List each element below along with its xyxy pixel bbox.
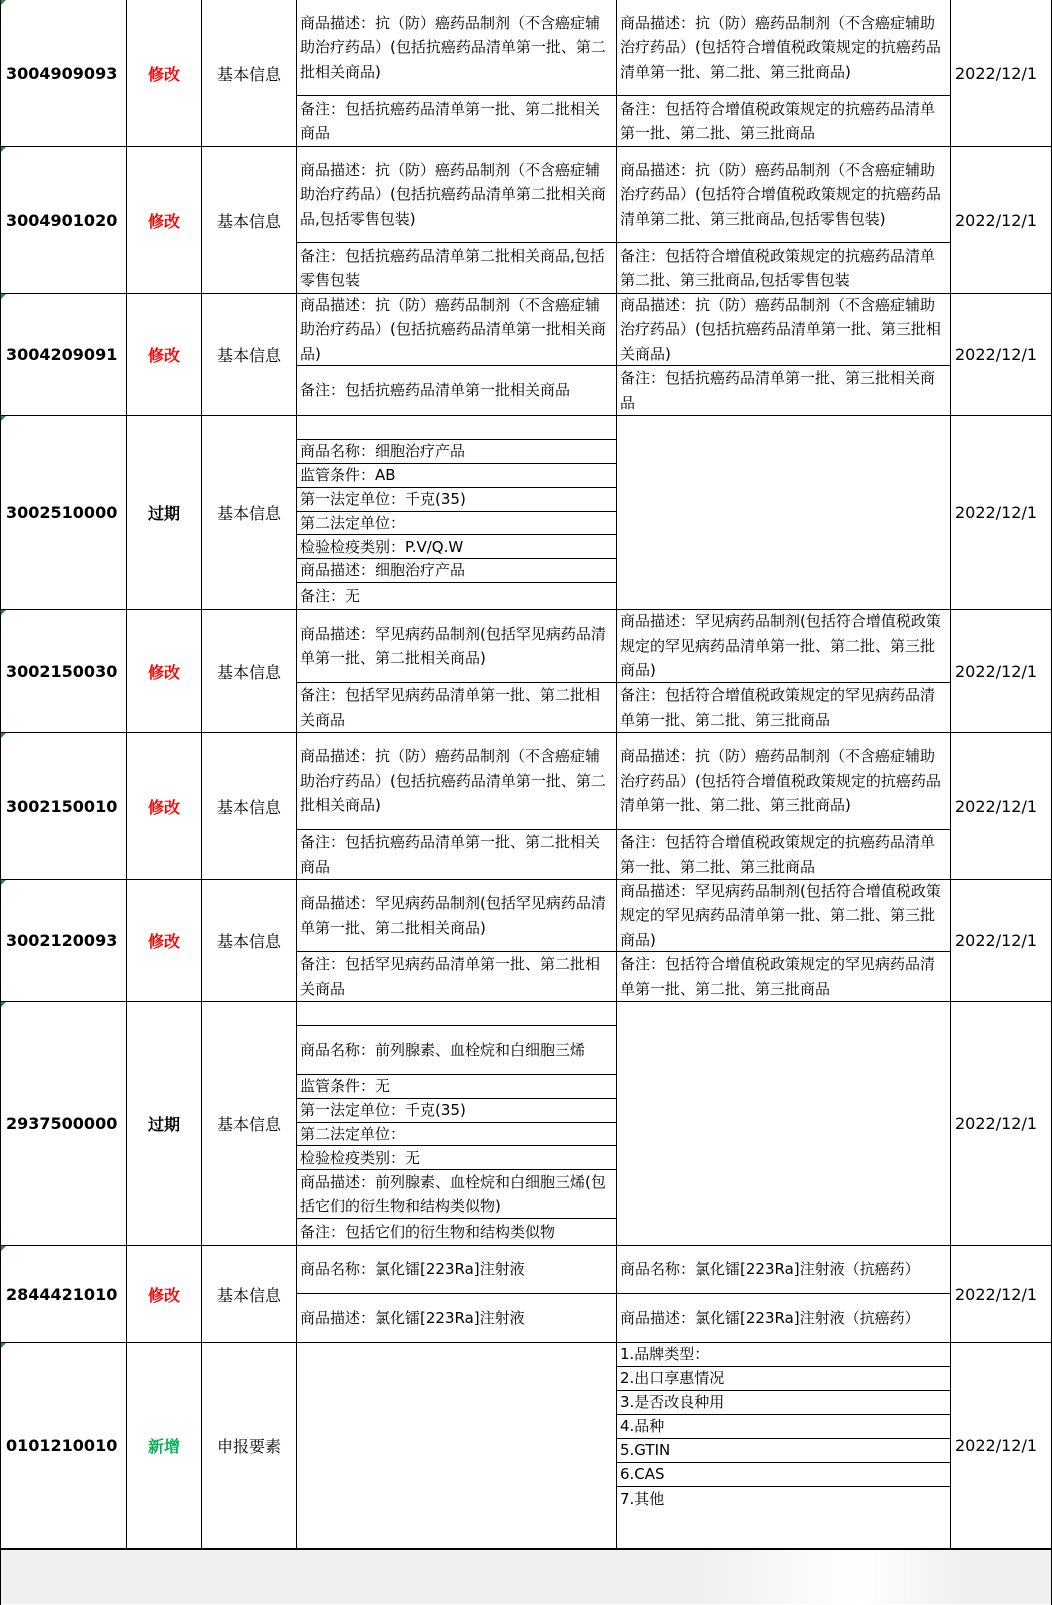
after-field-text: 商品描述：罕见病药品制剂(包括符合增值税政策规定的罕见病药品清单第一批、第二批、第三批商品) [620, 612, 941, 680]
change-category-cell [202, 0, 297, 147]
before-field-text: 商品描述：抗（防）癌药品制剂（不含癌症辅助治疗药品）(包括抗癌药品清单第一批、第二批相关商品) [300, 747, 606, 815]
after-field-line [617, 1415, 950, 1439]
before-change-cell [297, 1002, 617, 1246]
cell-comment-marker [1, 1246, 6, 1251]
effective-date-cell [951, 880, 1052, 1002]
after-change-cell [617, 0, 951, 147]
hs-code: 3004209091 [6, 345, 118, 364]
change-category-cell [202, 1246, 297, 1343]
before-field-line [297, 733, 616, 830]
hs-code-cell [0, 0, 127, 147]
before-change-cell [297, 1246, 617, 1343]
after-field-line [617, 366, 950, 415]
before-change-cell [297, 880, 617, 1002]
change-category: 基本信息 [216, 504, 281, 523]
effective-date: 2022/12/1 [955, 661, 1038, 681]
before-field-line [297, 1123, 616, 1147]
change-category-cell [202, 610, 297, 733]
after-field-text: 6.CAS [620, 1465, 665, 1484]
after-field-text: 备注：包括符合增值税政策规定的抗癌药品清单第一批、第二批、第三批商品 [620, 833, 936, 876]
hs-code-cell [0, 1002, 127, 1246]
after-field-text: 备注：包括符合增值税政策规定的罕见病药品清单第一批、第二批、第三批商品 [620, 955, 936, 998]
table-row [0, 880, 1052, 1002]
sheet-footer-bar [0, 1549, 1052, 1604]
table-row [0, 147, 1052, 294]
after-field-text: 商品描述：抗（防）癌药品制剂（不含癌症辅助治疗药品）(包括符合增值税政策规定的抗癌药品清单第一批、第二批、第三批商品) [620, 13, 941, 81]
effective-date: 2022/12/1 [955, 796, 1038, 816]
after-change-cell [617, 880, 951, 1002]
change-category-cell [202, 733, 297, 880]
after-change-cell [617, 147, 951, 294]
change-category-cell [202, 1343, 297, 1549]
after-field-line [617, 1487, 950, 1511]
effective-date-cell [951, 610, 1052, 733]
before-change-cell [297, 147, 617, 294]
effective-date-cell [951, 147, 1052, 294]
hs-code: 2937500000 [6, 1114, 118, 1133]
before-field-line [297, 1099, 616, 1123]
cell-comment-marker [1, 880, 6, 885]
before-field-text: 商品描述：抗（防）癌药品制剂（不含癌症辅助治疗药品）(包括抗癌药品清单第二批相关商品,包括零售包装) [300, 160, 606, 228]
before-field-line [297, 1170, 616, 1219]
change-status: 修改 [147, 1285, 180, 1305]
change-status-badge [127, 147, 202, 294]
before-field-text: 商品描述：抗（防）癌药品制剂（不含癌症辅助治疗药品）(包括抗癌药品清单第一批相关商品) [300, 295, 606, 363]
table-row [0, 1343, 1052, 1549]
after-field-text: 备注：包括符合增值税政策规定的抗癌药品清单第一批、第二批、第三批商品 [620, 99, 936, 143]
change-status: 过期 [147, 1115, 180, 1134]
before-field-line [297, 583, 616, 609]
hs-code-cell [0, 610, 127, 733]
after-field-text: 商品名称：氯化镭[223Ra]注射液（抗癌药） [620, 1260, 920, 1278]
before-field-line [297, 1219, 616, 1245]
after-field-text: 3.是否改良种用 [620, 1393, 725, 1412]
cell-comment-marker [1, 416, 6, 421]
before-field-text: 备注：包括抗癌药品清单第二批相关商品,包括零售包装 [300, 246, 605, 290]
cell-comment-marker [1, 294, 6, 299]
after-field-text: 备注：包括符合增值税政策规定的罕见病药品清单第一批、第二批、第三批商品 [620, 686, 936, 729]
after-field-text: 7.其他 [620, 1489, 665, 1508]
before-field-line [297, 147, 616, 243]
effective-date-cell [951, 294, 1052, 416]
before-field-text: 商品描述：前列腺素、血栓烷和白细胞三烯(包括它们的衍生物和结构类似物) [300, 1172, 606, 1216]
change-category: 基本信息 [216, 1285, 281, 1305]
before-change-cell [297, 733, 617, 880]
before-field-line [297, 535, 616, 559]
before-change-cell [297, 0, 617, 147]
change-status: 修改 [147, 797, 180, 817]
after-field-line [617, 0, 950, 96]
before-field-text: 检验检疫类别：P.V/Q.W [300, 537, 464, 556]
table-row [0, 610, 1052, 733]
table-row [0, 294, 1052, 416]
change-status: 过期 [147, 504, 180, 523]
before-field-line [297, 1246, 616, 1294]
before-field-line [297, 880, 616, 952]
after-change-cell [617, 1343, 951, 1549]
before-field-line [297, 416, 616, 440]
before-field-text: 备注：包括它们的衍生物和结构类似物 [300, 1222, 556, 1241]
before-field-line [297, 488, 616, 512]
change-category: 申报要素 [216, 1437, 281, 1456]
effective-date: 2022/12/1 [955, 1284, 1038, 1304]
after-field-text: 商品描述：罕见病药品制剂(包括符合增值税政策规定的罕见病药品清单第一批、第二批、第三批商品) [620, 881, 941, 949]
before-change-cell [297, 610, 617, 733]
before-field-text: 商品名称：氯化镭[223Ra]注射液 [300, 1260, 525, 1278]
change-status: 修改 [147, 346, 180, 365]
before-field-line [297, 96, 616, 146]
change-category-cell [202, 294, 297, 416]
before-field-text: 监管条件：无 [300, 1076, 391, 1095]
after-field-line [617, 147, 950, 243]
hs-code: 2844421010 [6, 1284, 118, 1304]
before-change-cell [297, 1343, 617, 1549]
change-status: 修改 [147, 211, 180, 231]
after-field-line [617, 610, 950, 683]
after-change-cell [617, 1002, 951, 1246]
after-field-line [617, 1391, 950, 1415]
before-field-line [297, 243, 616, 293]
before-field-text: 备注：包括罕见病药品清单第一批、第二批相关商品 [300, 955, 601, 998]
before-field-line [297, 1294, 616, 1342]
after-field-text: 5.GTIN [620, 1441, 671, 1460]
cell-comment-marker [1, 1343, 6, 1348]
before-field-text: 商品描述：氯化镭[223Ra]注射液 [300, 1308, 525, 1327]
after-change-cell [617, 610, 951, 733]
change-category-cell [202, 416, 297, 610]
after-field-line [617, 1294, 950, 1342]
hs-code-cell [0, 1246, 127, 1343]
effective-date: 2022/12/1 [955, 503, 1038, 522]
before-field-line [297, 366, 616, 415]
effective-date-cell [951, 0, 1052, 147]
before-field-line [297, 1002, 616, 1026]
after-field-line [617, 96, 950, 146]
after-field-text: 商品描述：抗（防）癌药品制剂（不含癌症辅助治疗药品）(包括符合增值税政策规定的抗癌药品清单第一批、第二批、第三批商品) [620, 747, 941, 815]
before-change-cell [297, 416, 617, 610]
after-field-line [617, 683, 950, 732]
after-field-line [617, 1367, 950, 1391]
before-field-line [297, 683, 616, 732]
before-field-line [297, 0, 616, 96]
before-field-text: 备注：包括抗癌药品清单第一批、第二批相关商品 [300, 99, 601, 143]
hs-code-cell [0, 1343, 127, 1549]
before-field-line [297, 1146, 616, 1170]
after-field-line [617, 880, 950, 952]
effective-date-cell [951, 416, 1052, 610]
table-row [0, 0, 1052, 147]
change-category: 基本信息 [216, 211, 281, 231]
hs-code-cell [0, 733, 127, 880]
before-field-line [297, 830, 616, 879]
change-category: 基本信息 [216, 1115, 281, 1134]
after-field-line [617, 1246, 950, 1294]
hs-code: 3002150030 [6, 661, 118, 681]
before-field-line [297, 512, 616, 536]
before-field-text: 备注：包括抗癌药品清单第一批相关商品 [300, 381, 571, 400]
after-field-text: 1.品牌类型： [620, 1345, 710, 1364]
before-field-text: 商品名称：细胞治疗产品 [300, 442, 466, 461]
hs-code-cell [0, 416, 127, 610]
change-status-badge [127, 0, 202, 147]
hs-code: 3002510000 [6, 503, 118, 522]
footer-left-border [0, 1550, 1, 1605]
effective-date: 2022/12/1 [955, 210, 1038, 230]
change-status-badge [127, 1002, 202, 1246]
before-field-line [297, 440, 616, 464]
after-change-cell [617, 416, 951, 610]
before-field-text: 第一法定单位：千克(35) [300, 489, 466, 508]
change-status-badge [127, 1343, 202, 1549]
after-field-line [617, 830, 950, 879]
after-field-line [617, 733, 950, 830]
hs-code: 3002150010 [6, 796, 118, 816]
before-field-text: 第二法定单位： [300, 1124, 406, 1143]
table-row [0, 1246, 1052, 1343]
change-status-badge [127, 880, 202, 1002]
before-field-line [297, 464, 616, 488]
before-field-text: 第二法定单位： [300, 513, 406, 532]
cell-comment-marker [1, 0, 6, 5]
change-category: 基本信息 [216, 797, 281, 817]
change-status: 修改 [147, 64, 180, 84]
before-field-line [297, 294, 616, 366]
after-field-line [617, 1343, 950, 1367]
before-field-text: 商品名称：前列腺素、血栓烷和白细胞三烯 [300, 1040, 586, 1059]
table-row [0, 416, 1052, 610]
change-category: 基本信息 [216, 932, 281, 951]
hs-code-cell [0, 880, 127, 1002]
footer-highlight [702, 1550, 962, 1605]
change-status-badge [127, 733, 202, 880]
before-field-line [297, 610, 616, 683]
change-status: 修改 [147, 932, 180, 951]
after-field-text: 备注：包括抗癌药品清单第一批、第三批相关商品 [620, 369, 936, 412]
after-change-cell [617, 1246, 951, 1343]
change-status: 修改 [147, 662, 180, 682]
after-field-text: 商品描述：抗（防）癌药品制剂（不含癌症辅助治疗药品）(包括符合增值税政策规定的抗癌药品清单第二批、第三批商品,包括零售包装) [620, 160, 941, 228]
before-field-text: 备注：无 [300, 586, 361, 605]
cell-comment-marker [1, 733, 6, 738]
hs-code: 3004909093 [6, 63, 118, 83]
effective-date: 2022/12/1 [955, 63, 1038, 83]
before-field-text: 检验检疫类别：无 [300, 1148, 421, 1167]
change-status-badge [127, 1246, 202, 1343]
before-field-text: 第一法定单位：千克(35) [300, 1100, 466, 1119]
before-field-line [297, 952, 616, 1001]
after-field-text: 2.出口享惠情况 [620, 1369, 725, 1388]
effective-date: 2022/12/1 [955, 931, 1038, 950]
change-category: 基本信息 [216, 64, 281, 84]
before-field-text: 商品描述：抗（防）癌药品制剂（不含癌症辅助治疗药品）(包括抗癌药品清单第一批、第二批相关商品) [300, 13, 606, 81]
hs-code-cell [0, 294, 127, 416]
after-field-line [617, 243, 950, 293]
before-field-text: 商品描述：罕见病药品制剂(包括罕见病药品清单第一批、第二批相关商品) [300, 624, 606, 668]
after-field-line [617, 1463, 950, 1487]
before-change-cell [297, 294, 617, 416]
before-field-text: 备注：包括罕见病药品清单第一批、第二批相关商品 [300, 686, 601, 729]
hs-code: 3002120093 [6, 931, 118, 950]
effective-date: 2022/12/1 [955, 1114, 1038, 1133]
change-status-badge [127, 610, 202, 733]
change-category-cell [202, 880, 297, 1002]
change-category: 基本信息 [216, 662, 281, 682]
before-field-text: 商品描述：细胞治疗产品 [300, 561, 466, 580]
before-field-line [297, 559, 616, 583]
after-field-text: 4.品种 [620, 1417, 665, 1436]
change-status: 新增 [147, 1437, 180, 1456]
table-row [0, 1002, 1052, 1246]
hs-code-cell [0, 147, 127, 294]
cell-comment-marker [1, 147, 6, 152]
after-field-text: 备注：包括符合增值税政策规定的抗癌药品清单第二批、第三批商品,包括零售包装 [620, 246, 936, 290]
hs-code: 0101210010 [6, 1436, 118, 1455]
after-change-cell [617, 294, 951, 416]
before-field-text: 商品描述：罕见病药品制剂(包括罕见病药品清单第一批、第二批相关商品) [300, 894, 606, 937]
change-category-cell [202, 147, 297, 294]
before-field-text: 监管条件：AB [300, 465, 396, 484]
after-field-line [617, 952, 950, 1001]
change-status-badge [127, 294, 202, 416]
before-field-line [297, 1026, 616, 1075]
effective-date-cell [951, 1246, 1052, 1343]
change-category-cell [202, 1002, 297, 1246]
after-field-text: 商品描述：抗（防）癌药品制剂（不含癌症辅助治疗药品）(包括抗癌药品清单第一批、第三批相关商品) [620, 295, 941, 363]
effective-date-cell [951, 1002, 1052, 1246]
effective-date-cell [951, 1343, 1052, 1549]
cell-comment-marker [1, 1002, 6, 1007]
change-status-badge [127, 416, 202, 610]
before-field-line [297, 1075, 616, 1099]
effective-date: 2022/12/1 [955, 345, 1038, 364]
after-field-line [617, 294, 950, 366]
after-change-cell [617, 733, 951, 880]
after-field-line [617, 1439, 950, 1463]
effective-date: 2022/12/1 [955, 1436, 1038, 1455]
before-field-text: 备注：包括抗癌药品清单第一批、第二批相关商品 [300, 833, 601, 876]
after-field-text: 商品描述：氯化镭[223Ra]注射液（抗癌药） [620, 1308, 920, 1327]
effective-date-cell [951, 733, 1052, 880]
cell-comment-marker [1, 610, 6, 615]
change-category: 基本信息 [216, 346, 281, 365]
table-row [0, 733, 1052, 880]
hs-code: 3004901020 [6, 210, 118, 230]
